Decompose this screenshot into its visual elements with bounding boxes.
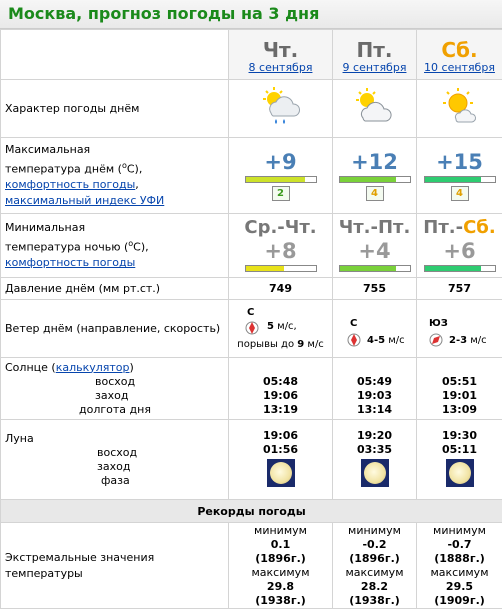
comfort-bar xyxy=(339,265,411,272)
daylength-value: 13:19 xyxy=(262,402,298,416)
wind-cell-2: С 4-5 м/с xyxy=(333,300,417,358)
pressure-label: Давление днём (мм рт.ст.) xyxy=(1,278,229,300)
moon-row xyxy=(1,420,502,500)
weather-cell-1 xyxy=(229,80,333,138)
tmin-period: Ср.-Чт. xyxy=(244,216,317,238)
comfort-bar xyxy=(245,265,317,272)
moonrise-value: 19:06 xyxy=(262,428,298,442)
moon-cell-2 xyxy=(333,420,417,500)
records-header-row xyxy=(1,500,502,523)
moonset-label: заход xyxy=(97,459,131,473)
record-max-year: (1938г.) xyxy=(255,593,306,607)
wind-direction: С xyxy=(350,317,358,329)
wind-arrow-icon xyxy=(427,331,445,349)
moon-phase-icon xyxy=(361,459,389,487)
uv-index-badge: 2 xyxy=(272,186,290,201)
day-header-1 xyxy=(229,30,333,80)
record-min-label: минимум xyxy=(348,523,401,537)
record-max-label: максимум xyxy=(251,565,310,579)
uv-link-row xyxy=(5,193,228,209)
tmax-row xyxy=(1,138,502,214)
record-min-value: -0.7 xyxy=(447,537,472,551)
record-max-value: 29.5 xyxy=(445,579,474,593)
record-max-label: максимум xyxy=(345,565,404,579)
moon-phase-icon xyxy=(267,459,295,487)
record-min-value: -0.2 xyxy=(362,537,387,551)
sunset-value: 19:03 xyxy=(356,388,392,402)
wind-direction: С xyxy=(247,307,255,318)
sunrise-value: 05:48 xyxy=(262,374,298,388)
uv-index-link[interactable]: максимальный индекс УФИ xyxy=(5,194,165,208)
comfort-bar xyxy=(245,176,317,183)
pressure-row xyxy=(1,278,502,300)
comfort-link[interactable]: комфортность погоды xyxy=(5,256,136,270)
sun-cell-2 xyxy=(333,358,417,420)
tmax-label-line1: Максимальная xyxy=(5,142,91,156)
sun-row xyxy=(1,358,502,420)
records-cell-1 xyxy=(229,523,333,609)
comfort-link[interactable]: комфортность погоды xyxy=(5,178,136,192)
pressure-value: 749 xyxy=(229,278,333,300)
weather-label: Характер погоды днём xyxy=(1,80,229,138)
day-date-link[interactable]: 9 сентября xyxy=(342,61,407,74)
tmin-value: +8 xyxy=(264,238,297,263)
sunset-label: заход xyxy=(95,388,129,402)
moonset-value: 05:11 xyxy=(441,442,477,456)
tmax-label-line2: температура днём ($^o$C), xyxy=(5,160,143,176)
records-heading: Рекорды погоды xyxy=(1,500,502,523)
wind-row xyxy=(1,300,502,358)
wind-direction: ЮЗ xyxy=(429,317,448,329)
title-bar xyxy=(0,0,502,29)
uv-index-badge: 4 xyxy=(451,186,469,201)
wind-label: Ветер днём (направление, скорость) xyxy=(1,300,229,358)
extreme-temp-label: Экстремальные значения температуры xyxy=(1,523,229,609)
tmax-cell-2 xyxy=(333,138,417,214)
forecast-table xyxy=(0,29,502,609)
sun-calculator-link[interactable]: калькулятор xyxy=(55,360,130,374)
moon-cell-1 xyxy=(229,420,333,500)
pressure-value: 755 xyxy=(333,278,417,300)
header-empty xyxy=(1,30,229,80)
tmin-value: +4 xyxy=(358,238,391,263)
comfort-bar xyxy=(424,265,496,272)
comfort-bar xyxy=(339,176,411,183)
record-min-label: минимум xyxy=(433,523,486,537)
moon-label: Луна восход заход фаза xyxy=(1,420,229,500)
moonrise-value: 19:20 xyxy=(356,428,392,442)
records-cell-2 xyxy=(333,523,417,609)
weather-cell-2 xyxy=(333,80,417,138)
day-header-row xyxy=(1,30,502,80)
wind-cell-3: ЮЗ 2-3 м/с xyxy=(417,300,502,358)
tmin-label-line1: Минимальная xyxy=(5,220,86,234)
moon-cell-3 xyxy=(417,420,502,500)
day-header-3 xyxy=(417,30,502,80)
tmin-row xyxy=(1,214,502,278)
records-cell-3 xyxy=(417,523,502,609)
day-name: Чт. xyxy=(262,38,299,62)
record-min-year: (1888г.) xyxy=(434,551,485,565)
wind-cell-1: С 5 м/с, порывы до 9 м/с xyxy=(229,300,333,358)
moonrise-label: восход xyxy=(97,445,138,459)
tmin-period: Пт.-Сб. xyxy=(423,216,496,238)
weather-cell-3 xyxy=(417,80,502,138)
record-max-value: 28.2 xyxy=(360,579,389,593)
day-date-link[interactable]: 10 сентября xyxy=(424,61,495,74)
sun-label: Солнце (калькулятор) восход заход долгота дня xyxy=(1,358,229,420)
record-min-year: (1896г.) xyxy=(255,551,306,565)
moonset-value: 01:56 xyxy=(262,442,298,456)
tmin-label xyxy=(1,214,229,278)
sunrise-value: 05:49 xyxy=(356,374,392,388)
record-min-label: минимум xyxy=(254,523,307,537)
record-max-label: максимум xyxy=(430,565,489,579)
records-row xyxy=(1,523,502,609)
record-max-value: 29.8 xyxy=(266,579,295,593)
weather-row xyxy=(1,80,502,138)
tmin-cell-3 xyxy=(417,214,502,278)
moon-phase-icon xyxy=(446,459,474,487)
sunrise-value: 05:51 xyxy=(441,374,477,388)
tmax-cell-3 xyxy=(417,138,502,214)
wind-arrow-icon xyxy=(243,319,261,337)
sunset-value: 19:01 xyxy=(441,388,477,402)
tmax-value: +12 xyxy=(351,150,398,174)
record-min-value: 0.1 xyxy=(270,537,291,551)
uv-index-badge: 4 xyxy=(366,186,384,201)
daylength-value: 13:14 xyxy=(356,402,392,416)
wind-speed: 4-5 xyxy=(367,334,386,346)
tmax-value: +9 xyxy=(264,150,297,174)
record-max-year: (1938г.) xyxy=(349,593,400,607)
day-date-link[interactable]: 8 сентября xyxy=(248,61,313,74)
tmax-label xyxy=(1,138,229,214)
comfort-bar xyxy=(424,176,496,183)
record-max-year: (1909г.) xyxy=(434,593,485,607)
day-name: Сб. xyxy=(441,38,478,62)
comfort-link-row: комфортность погоды, xyxy=(5,178,139,192)
tmax-value: +15 xyxy=(436,150,483,174)
partly-cloudy-icon xyxy=(353,85,397,129)
tmin-period: Чт.-Пт. xyxy=(338,216,411,238)
day-name: Пт. xyxy=(356,38,393,62)
daylength-label: долгота дня xyxy=(79,402,151,416)
rain-cloud-sun-icon xyxy=(259,85,303,129)
tmax-cell-1 xyxy=(229,138,333,214)
sun-cloud-icon xyxy=(438,85,482,129)
wind-gust: порывы до 9 м/с xyxy=(237,339,324,350)
tmin-cell-2 xyxy=(333,214,417,278)
sunrise-label: восход xyxy=(95,374,136,388)
tmin-cell-1 xyxy=(229,214,333,278)
wind-speed: 2-3 xyxy=(449,334,468,346)
sun-cell-1 xyxy=(229,358,333,420)
wind-speed: 5 xyxy=(267,321,274,332)
day-header-2 xyxy=(333,30,417,80)
sunset-value: 19:06 xyxy=(262,388,298,402)
moonrise-value: 19:30 xyxy=(441,428,477,442)
daylength-value: 13:09 xyxy=(441,402,477,416)
record-min-year: (1896г.) xyxy=(349,551,400,565)
tmin-value: +6 xyxy=(443,238,476,263)
moon-phase-label: фаза xyxy=(101,473,130,487)
moonset-value: 03:35 xyxy=(356,442,392,456)
page-title: Москва, прогноз погоды на 3 дня xyxy=(8,4,320,23)
tmin-label-line2: температура ночью ($^o$C), xyxy=(5,238,149,254)
sun-cell-3 xyxy=(417,358,502,420)
pressure-value: 757 xyxy=(417,278,502,300)
wind-arrow-icon xyxy=(345,331,363,349)
